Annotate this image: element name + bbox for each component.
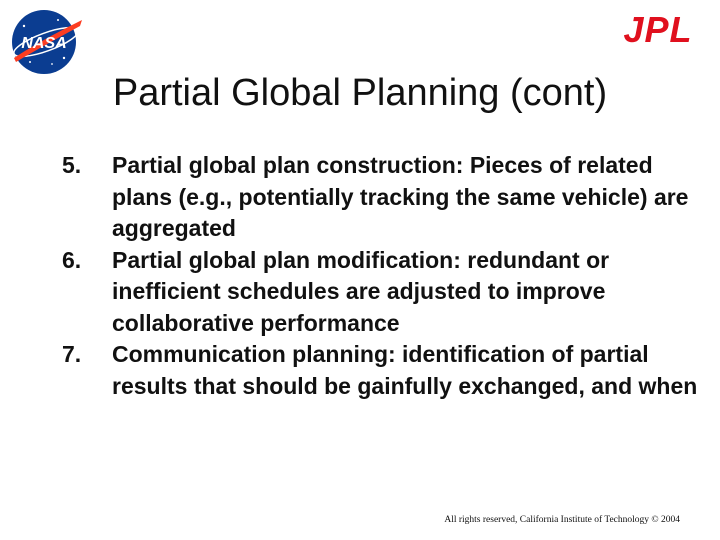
list-item-text: Communication planning: identification of partial results that should be gainfully exchanged, and when xyxy=(112,341,698,399)
slide-title: Partial Global Planning (cont) xyxy=(112,72,608,114)
list-item-number: 6. xyxy=(62,246,82,273)
list-item xyxy=(62,150,702,245)
jpl-logo-text: JPL xyxy=(623,12,693,48)
list-item-text: Partial global plan modification: redundant or inefficient schedules are adjusted to improve collaborative performance xyxy=(112,246,610,336)
list-item xyxy=(62,339,702,402)
list-item xyxy=(62,245,702,340)
list-item-text: Partial global plan construction: Pieces of related plans (e.g., potentially tracking the same vehicle) are aggregated xyxy=(112,152,689,241)
jpl-logo-icon xyxy=(610,12,706,48)
list-item-number: 7. xyxy=(62,341,82,367)
copyright-footer: All rights reserved, California Institute of Technology © 2004 xyxy=(444,515,680,525)
jpl-logo xyxy=(610,12,706,48)
list-item-number: 5. xyxy=(62,152,82,178)
nasa-meatball-icon xyxy=(8,6,84,76)
nasa-logo xyxy=(8,6,84,76)
nasa-logo-text: NASA xyxy=(21,35,67,52)
numbered-list xyxy=(62,150,702,402)
